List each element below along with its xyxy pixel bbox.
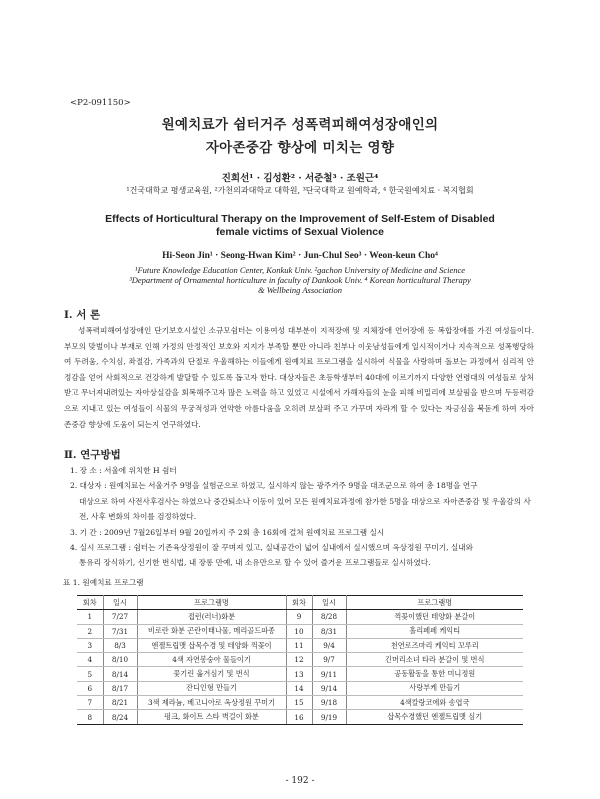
paper-code: <P2-091150> <box>70 98 131 108</box>
cell-date: 9/4 <box>312 638 346 652</box>
cell-program: 공동활동을 통한 미니정원 <box>346 667 523 681</box>
cell-session: 12 <box>286 653 312 667</box>
table-row <box>77 638 523 652</box>
table-row <box>77 710 523 724</box>
header-session: 회차 <box>286 596 312 610</box>
cell-date: 8/31 <box>312 624 346 638</box>
cell-session: 8 <box>77 710 103 724</box>
cell-date: 8/14 <box>103 667 137 681</box>
cell-session: 4 <box>77 653 103 667</box>
cell-session: 3 <box>77 638 103 652</box>
header-date: 일시 <box>103 596 137 610</box>
english-affiliation-line-1: ¹Future Knowledge Education Center, Konkuk Univ. ²gachon University of Medicine and Science <box>134 265 466 275</box>
cell-session: 11 <box>286 638 312 652</box>
cell-program: 긴머리소녀 타라 분갈이 및 번식 <box>346 653 523 667</box>
header-session: 회차 <box>77 596 103 610</box>
cell-program: 4색칼랑코에와 송엽국 <box>346 696 523 710</box>
table-row <box>77 653 523 667</box>
cell-session: 6 <box>77 681 103 695</box>
cell-session: 10 <box>286 624 312 638</box>
cell-program: 접런(러너)화분 <box>137 610 286 624</box>
methods-item <box>70 525 536 540</box>
cell-date: 7/31 <box>103 624 137 638</box>
section-heading-introduction: Ⅰ. 서 론 <box>64 309 101 321</box>
header-date: 일시 <box>312 596 346 610</box>
english-authors: Hi-Seon Jin¹ · Seong-Hwan Kim² · Jun-Chul Seo³ · Weon-keun Cho⁴ <box>162 251 438 261</box>
cell-date: 8/24 <box>103 710 137 724</box>
cell-program: 4색 자연봉숭아 물들이기 <box>137 653 286 667</box>
cell-date: 9/7 <box>312 653 346 667</box>
cell-session: 5 <box>77 667 103 681</box>
cell-program: 엔젤트립맷 삽목수경 및 테양화 꺽꽂이 <box>137 638 286 652</box>
table-row <box>77 610 523 624</box>
methods-list <box>70 463 536 571</box>
korean-title-line-2: 자아존중감 향상에 미치는 영향 <box>205 140 395 156</box>
cell-date: 8/3 <box>103 638 137 652</box>
cell-program: 잔디인형 만들기 <box>137 681 286 695</box>
cell-program: 천연로즈마리 케익티 꼬루리 <box>346 638 523 652</box>
english-title-line-2: female victims of Sexual Violence <box>216 226 384 238</box>
table-caption: 표 1. 원예치료 프로그램 <box>63 578 144 587</box>
cell-program: 비로란 화분 곤란이태나물, 메리골드파종 <box>137 624 286 638</box>
cell-program: 홀리페페 케익티 <box>346 624 523 638</box>
korean-authors: 진희선¹ · 김성환² · 서준철³ · 조원근⁴ <box>221 173 379 184</box>
table-header-row <box>77 596 523 610</box>
cell-program: 사랑부케 만들기 <box>346 681 523 695</box>
cell-date: 9/11 <box>312 667 346 681</box>
cell-date: 9/19 <box>312 710 346 724</box>
methods-item <box>70 463 536 478</box>
methods-item <box>70 540 536 571</box>
cell-program: 3색 제라늄, 베고니아로 옥상정원 꾸미기 <box>137 696 286 710</box>
cell-program: 삽목수경했던 엔젤트립맷 심기 <box>346 710 523 724</box>
methods-item-label: 3. 기 간 : 2009년 7월26일부터 9월 20일까지 주 2회 총 16회에 걸쳐 원예치료 프로그램 실시 <box>70 527 385 537</box>
header-program: 프로그램명 <box>346 596 523 610</box>
cell-session: 2 <box>77 624 103 638</box>
cell-date: 8/21 <box>103 696 137 710</box>
cell-date: 9/18 <box>312 696 346 710</box>
cell-program: 꺽꽂이했던 테양화 분갈이 <box>346 610 523 624</box>
methods-item <box>70 478 536 524</box>
cell-session: 16 <box>286 710 312 724</box>
cell-session: 1 <box>77 610 103 624</box>
cell-session: 9 <box>286 610 312 624</box>
korean-title-line-1: 원예치료가 쉼터거주 성폭력피해여성장애인의 <box>161 117 439 133</box>
header-program: 프로그램명 <box>137 596 286 610</box>
cell-date: 8/28 <box>312 610 346 624</box>
page-number: - 192 - <box>285 776 315 786</box>
english-affiliation-line-2: ³Department of Ornamental horticulture in faculty of Dankook Univ. ⁴ Korean horticultural Therapy <box>129 275 471 285</box>
methods-item-label: 2. 대상자 : 원예치료는 서울거주 9명을 실험군으로 하였고, 실시하지 않는 광주거주 9명을 대조군으로 하여 총 18명을 연구 <box>70 481 478 491</box>
program-table <box>77 595 523 725</box>
cell-date: 9/14 <box>312 681 346 695</box>
section-heading-methods: Ⅱ. 연구방법 <box>64 449 121 461</box>
cell-session: 14 <box>286 681 312 695</box>
cell-session: 13 <box>286 667 312 681</box>
table-row <box>77 696 523 710</box>
introduction-paragraph: 성폭력피해여성장애인 단기보호시설인 소규모쉼터는 이용여성 대부분이 지적장애 및 지체장애 언어장애 등 복합장애를 가진 여성들이다. 부모의 맞벌이나 부재로 인해 가정의 안정적인 보호와 지지가 부족할 뿐만 아니라 친부나 이웃남성들에게 일시적이거나 지속적으로 성폭행당하여 두려움, 수치심, 좌절감, 가족과의 단절로 우울해하는 이들에게 원예치료 프로그램을 실시하여 식물을 사랑하며 돌보는 과정에서 심리적 안정감을 얻어 사회적으로 건강하게 발달할 수 있도록 돕고자 한다. 대상자들은 초등학생부터 40대에 이르기까지 다양한 연령대의 여성들로 상처받고 무너져내려있는 자아상실감을 회복해주고자 많은 노력을 하고 있었고 시설에서 가해자들의 눈을 피해 비밀리에 보살핌을 받으며 두등력감으로 지내고 있는 여성들이 식물의 무궁적성과 연약한 아름다움을 오히려 보살펴 주고 가꾸며 자라게 할 수 있다는 자긍심을 북돋게 하여 자아존중감 향상에 도움이 되는지 연구하였다. <box>64 326 534 429</box>
cell-program: 펑크, 화이트 스타 벽걸이 화분 <box>137 710 286 724</box>
cell-program: 꽃기린 옮겨심기 및 번식 <box>137 667 286 681</box>
cell-session: 7 <box>77 696 103 710</box>
cell-date: 7/27 <box>103 610 137 624</box>
table-row <box>77 667 523 681</box>
english-title-line-1: Effects of Horticultural Therapy on the Improvement of Self-Estem of Disabled <box>105 213 495 225</box>
table-row <box>77 624 523 638</box>
english-affiliation-line-3: & Wellbeing Association <box>257 285 343 295</box>
table-row <box>77 681 523 695</box>
korean-affiliations: ¹건국대학교 평생교육원, ²가천의과대학교 대학원, ³단국대학교 원예학과, ⁴ 한국원예치료 · 복지협회 <box>126 186 474 195</box>
cell-date: 8/17 <box>103 681 137 695</box>
methods-item-label: 4. 실시 프로그램 : 쉼터는 기존육상정원이 잘 꾸며져 있고, 실내공간이 넓어 실내에서 실시했으며 옥상정원 꾸미기, 실내와 <box>70 543 473 553</box>
methods-item-continuation: 통유리 장식하기, 신기한 번식법, 내 장롱 만예, 내 소유만으로 할 수 있어 즐거운 프로그램들로 실시하였다. <box>79 558 431 568</box>
methods-item-label: 1. 장 소 : 서울에 위치한 H 쉼터 <box>70 466 177 475</box>
methods-item-continuation: 대상으로 하여 사전사후검사는 하였으나 중간퇴소나 이동이 있어 모든 원예치료과정에 참가한 5명을 대상으로 자아존중감 및 우울감의 사전, 사후 변화의 차이를 검정하였다. <box>79 496 531 522</box>
cell-session: 15 <box>286 696 312 710</box>
cell-date: 8/10 <box>103 653 137 667</box>
